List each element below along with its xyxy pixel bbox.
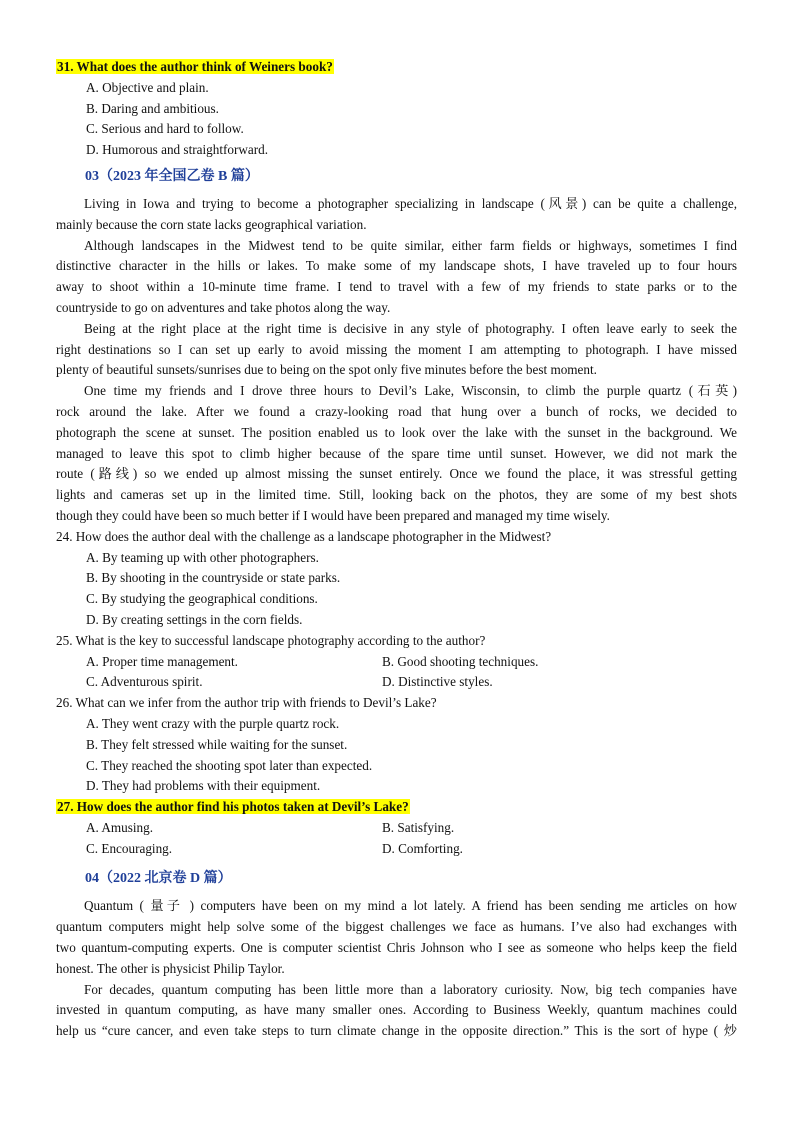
question-31-stem: 31. What does the author think of Weiners book? — [57, 59, 333, 74]
q27-option-d: D. Comforting. — [382, 840, 463, 856]
q24-option-b: B. By shooting in the countryside or state parks. — [86, 570, 341, 586]
s03-paragraph-2 — [56, 236, 737, 319]
q25-option-c: C. Adventurous spirit. — [86, 674, 203, 690]
q24-option-d: D. By creating settings in the corn fields. — [86, 611, 303, 627]
section-03-title: 03（2023 年全国乙卷 B 篇） — [85, 168, 259, 184]
question-25-stem: 25. What is the key to successful landscape photography according to the author? — [56, 632, 486, 648]
s03-p4-line-4: managed to leave this spot to climb higher because of the spare time until sunset. However, we did not mark the — [56, 445, 737, 461]
s03-p4-line-1: One time my friends and I drove three hours to Devil’s Lake, Wisconsin, to climb the purple quartz (石英) — [84, 383, 737, 399]
question-27-stem: 27. How does the author find his photos taken at Devil’s Lake? — [57, 799, 409, 815]
q25-options-row-2 — [56, 672, 737, 693]
q27-option-c: C. Encouraging. — [86, 840, 173, 856]
s03-p3-line-2: right destinations so I can set up early to avoid missing the moment I am attempting to photograph. I have missed — [56, 341, 737, 357]
s04-p2-line-2: invested in quantum computing, as have many smaller ones. According to Business Weekly, quantum machines could — [56, 1002, 737, 1018]
question-26-stem: 26. What can we infer from the author trip with friends to Devil’s Lake? — [56, 695, 437, 711]
question-27 — [56, 797, 737, 818]
s03-p4-line-6: lights and cameras set up in the limited time. Still, looking back on the photos, they are some of my best shots — [56, 487, 737, 503]
s04-p1-line-1: Quantum ( 量子 ) computers have been on my mind a lot lately. A friend has been sending me articles on how — [84, 898, 737, 914]
document-page — [56, 57, 737, 1042]
s03-p4-line-7: though they could have been so much better if I would have been prepared and managed my time wisely. — [56, 507, 610, 523]
q25-option-d: D. Distinctive styles. — [382, 674, 493, 690]
q25-option-a: A. Proper time management. — [86, 653, 238, 669]
s03-paragraph-4 — [56, 381, 737, 527]
s03-p1-line-1: Living in Iowa and trying to become a photographer specializing in landscape (风景) can be quite a challenge, — [84, 195, 737, 211]
s03-p4-line-3: photograph the scene at sunset. The position enabled us to look over the lake with the sunset in the background. We — [56, 424, 737, 440]
s03-p4-line-2: rock around the lake. After we found a crazy-looking road that hung over a bunch of rocks, we decided to — [56, 403, 737, 419]
s03-p2-line-1: Although landscapes in the Midwest tend to be quite similar, either farm fields or highways, sometimes I find — [84, 237, 737, 253]
question-31 — [56, 57, 737, 78]
s03-p1-line-2: mainly because the corn state lacks geographical variation. — [56, 216, 367, 232]
s03-p2-line-4: countryside to go on adventures and take photos along the way. — [56, 299, 391, 315]
q25-option-b: B. Good shooting techniques. — [382, 653, 539, 669]
s03-p2-line-2: distinctive character in the hills or lakes. To make some of my landscape shots, I have traveled up to four hours — [56, 258, 737, 274]
q24-option-a: A. By teaming up with other photographers. — [86, 549, 319, 565]
q31-option-b: B. Daring and ambitious. — [86, 100, 219, 116]
s04-p1-line-4: honest. The other is physicist Philip Taylor. — [56, 960, 285, 976]
s04-p1-line-2: quantum computers might help solve some of the biggest challenges we face as humans. I’ve also had exchanges with — [56, 919, 737, 935]
q31-option-d: D. Humorous and straightforward. — [86, 142, 269, 158]
q31-option-a: A. Objective and plain. — [86, 79, 209, 95]
s04-p2-line-1: For decades, quantum computing has been little more than a laboratory curiosity. Now, big tech companies have — [84, 981, 737, 997]
q27-options-row-2 — [56, 839, 737, 860]
s03-paragraph-3 — [56, 319, 737, 381]
q24-option-c: C. By studying the geographical conditions. — [86, 591, 318, 607]
s04-paragraph-2 — [56, 980, 737, 1042]
s03-p3-line-1: Being at the right place at the right time is decisive in any style of photography. I often leave early to seek the — [84, 320, 737, 336]
s03-p3-line-3: plenty of beautiful sunsets/sunrises due to being on the spot only five minutes before the best moment. — [56, 362, 597, 378]
q31-option-c: C. Serious and hard to follow. — [86, 121, 244, 137]
s04-p2-line-3: help us “cure cancer, and even take steps to turn climate change in the opposite direction.” This is the sort of hype ( 炒 — [56, 1023, 737, 1039]
q27-options-row-1 — [56, 818, 737, 839]
s04-paragraph-1 — [56, 896, 737, 979]
q26-option-a: A. They went crazy with the purple quartz rock. — [86, 715, 340, 731]
q27-option-a: A. Amusing. — [86, 819, 154, 835]
q25-options-row-1 — [56, 652, 737, 673]
s04-p1-line-3: two quantum-computing experts. One is computer scientist Chris Johnson who I see as someone who helps keep the field — [56, 940, 737, 956]
s03-p4-line-5: route (路线) so we ended up almost missing the sunset entirely. Once we found the place, it was stressful getting — [56, 466, 737, 482]
s03-p2-line-3: away to shoot within a 10-minute time frame. I tend to travel with a few of my friends to state parks or to the — [56, 279, 737, 295]
q27-option-b: B. Satisfying. — [382, 819, 455, 835]
section-04-title: 04（2022 北京卷 D 篇） — [85, 871, 232, 887]
s03-paragraph-1 — [56, 194, 737, 236]
q26-option-d: D. They had problems with their equipment. — [86, 778, 321, 794]
question-24-stem: 24. How does the author deal with the challenge as a landscape photographer in the Midwest? — [56, 528, 552, 544]
q26-option-c: C. They reached the shooting spot later than expected. — [86, 757, 373, 773]
q26-option-b: B. They felt stressed while waiting for the sunset. — [86, 736, 348, 752]
